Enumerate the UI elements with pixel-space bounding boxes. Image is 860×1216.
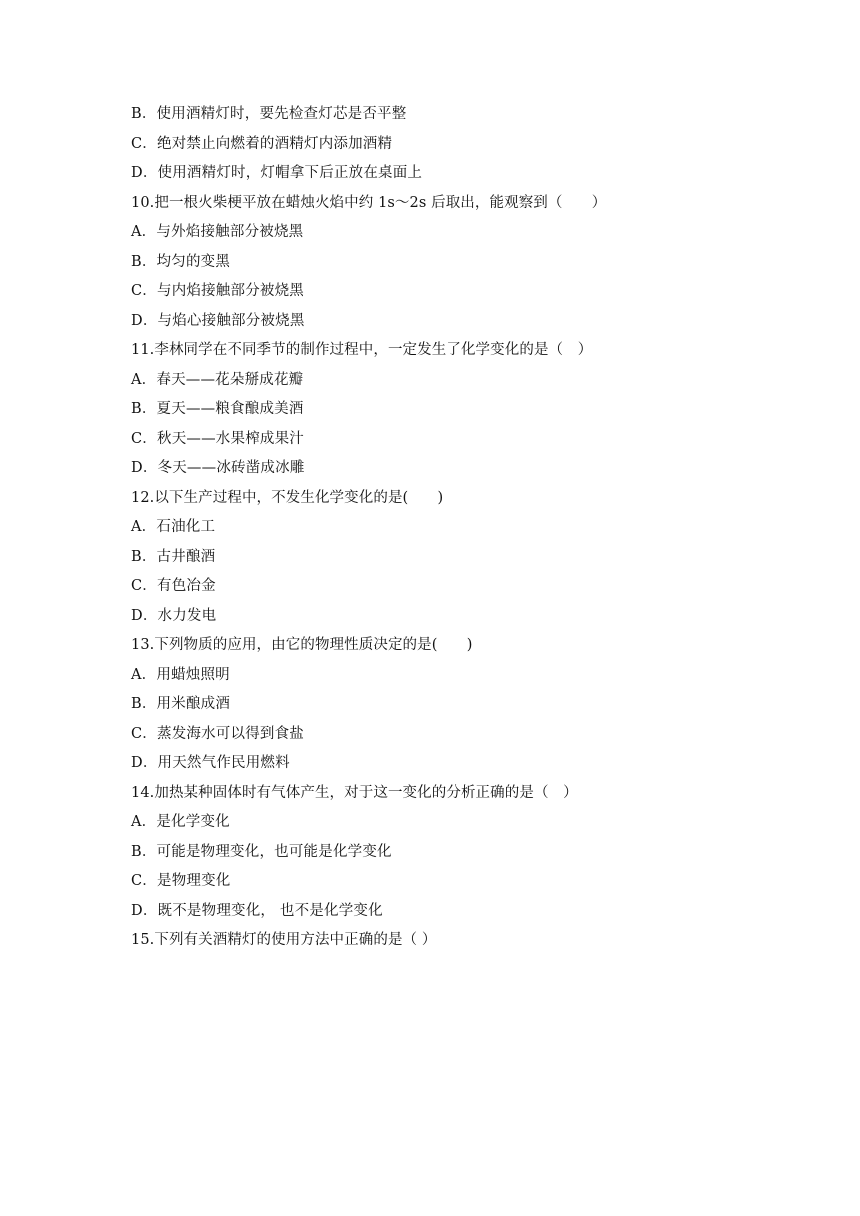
option-line: D．既不是物理变化， 也不是化学变化 — [131, 902, 383, 919]
option-line: B．夏天——粮食酿成美酒 — [131, 401, 304, 417]
question-10: 10.把一根火柴梗平放在蜡烛火焰中约 1s～2s 后取出，能观察到（ ） — [131, 194, 607, 211]
option-line: A．石油化工 — [131, 519, 216, 535]
option-line: C．秋天——水果榨成果汁 — [131, 430, 304, 447]
option-line: D．与焰心接触部分被烧黑 — [131, 312, 305, 329]
option-line: A．与外焰接触部分被烧黑 — [131, 224, 304, 240]
option-line: D．用天然气作民用燃料 — [131, 755, 290, 771]
option-line: D．冬天——冰砖凿成冰雕 — [131, 460, 305, 476]
question-12: 12.以下生产过程中，不发生化学变化的是( ) — [131, 489, 444, 506]
option-line: B．可能是物理变化，也可能是化学变化 — [131, 843, 392, 860]
option-line: C．与内焰接触部分被烧黑 — [131, 283, 304, 299]
option-line: C．是物理变化 — [131, 873, 231, 889]
option-line: D．水力发电 — [131, 607, 217, 624]
option-line: B．用米酿成酒 — [131, 696, 231, 712]
option-line: C．有色冶金 — [131, 578, 216, 594]
question-14: 14.加热某种固体时有气体产生，对于这一变化的分析正确的是（ ） — [131, 784, 578, 801]
question-11: 11.李林同学在不同季节的制作过程中，一定发生了化学变化的是（ ） — [131, 342, 593, 358]
question-15: 15.下列有关酒精灯的使用方法中正确的是（ ） — [131, 932, 437, 948]
option-line: C．蒸发海水可以得到食盐 — [131, 725, 304, 742]
option-line: A．春天——花朵掰成花瓣 — [131, 371, 304, 388]
question-13: 13.下列物质的应用，由它的物理性质决定的是( ) — [131, 637, 473, 653]
option-line: A．用蜡烛照明 — [131, 666, 230, 683]
option-line: B．使用酒精灯时，要先检查灯芯是否平整 — [131, 106, 407, 122]
option-line: A．是化学变化 — [131, 814, 230, 830]
question-list — [131, 100, 751, 956]
option-line: B．古井酿酒 — [131, 548, 216, 565]
option-line: B．均匀的变黑 — [131, 253, 231, 270]
option-line: D．使用酒精灯时，灯帽拿下后正放在桌面上 — [131, 165, 423, 181]
option-line: C．绝对禁止向燃着的酒精灯内添加酒精 — [131, 135, 393, 152]
